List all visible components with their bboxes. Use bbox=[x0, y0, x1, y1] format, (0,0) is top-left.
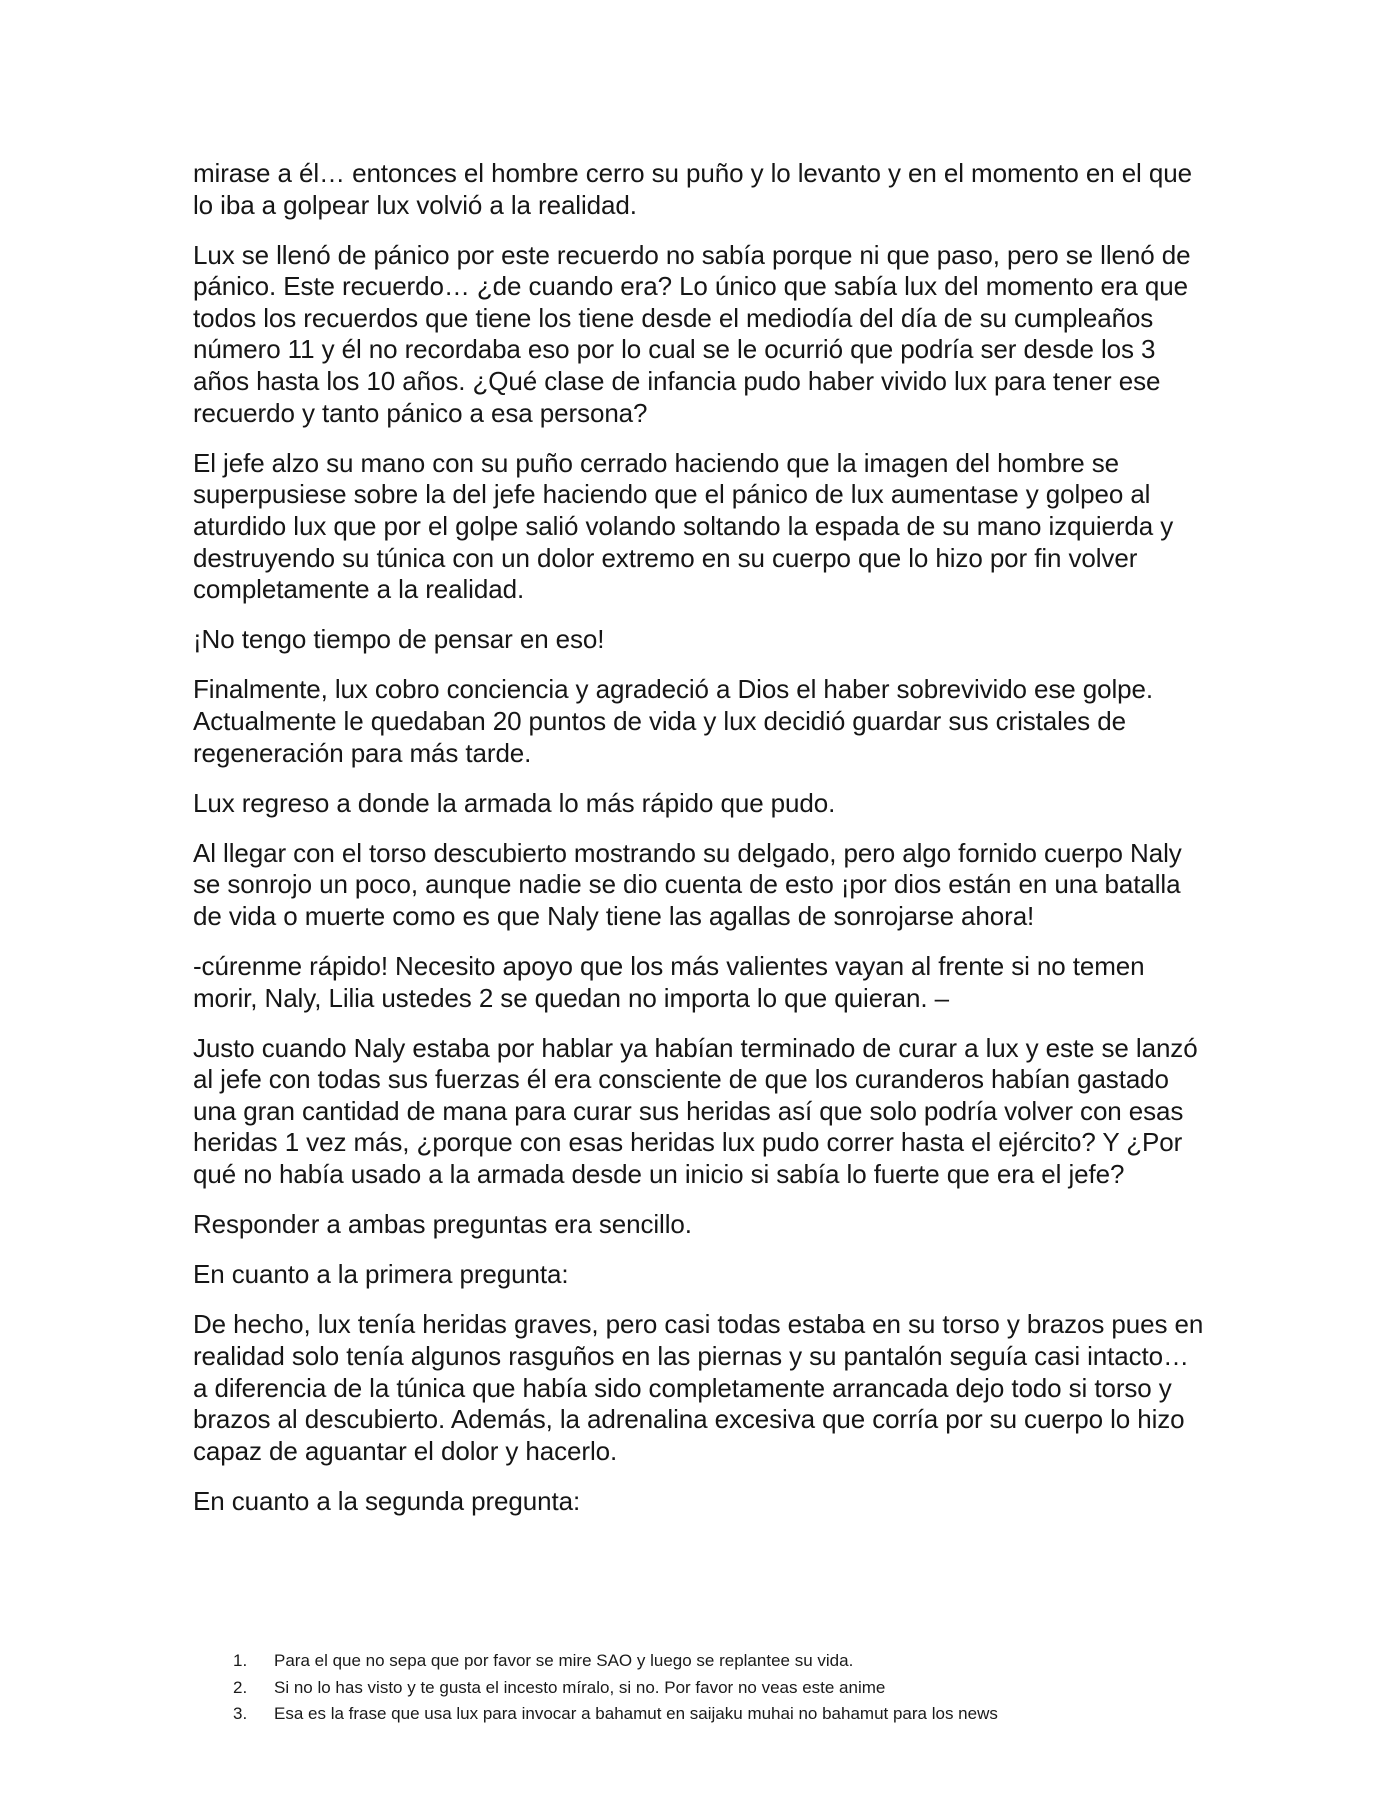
paragraph: En cuanto a la primera pregunta: bbox=[193, 1259, 569, 1290]
footnote bbox=[233, 1701, 1163, 1728]
paragraph: El jefe alzo su mano con su puño cerrado haciendo que la imagen del hombre se superpusiese sobre la del jefe haciendo que el pánico de lux aumentase y golpeo al aturdido lux que por el golpe salió volando soltando la espada de su mano izquierda y destruyendo su túnica con un dolor extremo en su cuerpo que lo hizo por fin volver completamente a la realidad. bbox=[193, 447, 1174, 605]
footnote-text: Esa es la frase que usa lux para invocar a bahamut en saijaku muhai no bahamut para los news bbox=[274, 1704, 998, 1723]
paragraph: Lux regreso a donde la armada lo más rápido que pudo. bbox=[193, 787, 836, 818]
paragraph: Lux se llenó de pánico por este recuerdo no sabía porque ni que paso, pero se llenó de pánico. Este recuerdo… ¿de cuando era? Lo único que sabía lux del momento era que todos los recuerdos que tiene los tiene desde el mediodía del día de su cumpleaños número 11 y él no recordaba eso por lo cual se le ocurrió que podría ser desde los 3 años hasta los 10 años. ¿Qué clase de infancia pudo haber vivido lux para tener ese recuerdo y tanto pánico a esa persona? bbox=[193, 239, 1191, 428]
paragraph: ¡No tengo tiempo de pensar en eso! bbox=[193, 624, 605, 655]
footnote bbox=[233, 1648, 1163, 1675]
paragraph: -cúrenme rápido! Necesito apoyo que los más valientes vayan al frente si no temen morir, Naly, Lilia ustedes 2 se quedan no importa lo que quieran. – bbox=[193, 950, 1145, 1013]
footnote-text: Si no lo has visto y te gusta el incesto míralo, si no. Por favor no veas este anime bbox=[274, 1677, 886, 1697]
paragraph: mirase a él… entonces el hombre cerro su puño y lo levanto y en el momento en el que lo iba a golpear lux volvió a la realidad. bbox=[193, 158, 1192, 220]
paragraph: De hecho, lux tenía heridas graves, pero casi todas estaba en su torso y brazos pues en realidad solo tenía algunos rasguños en las piernas y su pantalón seguía casi intacto… a diferencia de la túnica que había sido completamente arrancada dejo todo si torso y brazos al descubierto. Además, la adrenalina excesiva que corría por su cuerpo lo hizo capaz de aguantar el dolor y hacerlo. bbox=[193, 1309, 1204, 1466]
paragraph: Finalmente, lux cobro conciencia y agradeció a Dios el haber sobrevivido ese golpe. Actualmente le quedaban 20 puntos de vida y lux decidió guardar sus cristales de regeneración para más tarde. bbox=[193, 674, 1154, 768]
footnotes-list bbox=[233, 1648, 1163, 1728]
footnote-number: 1. bbox=[233, 1651, 248, 1670]
body-text bbox=[193, 158, 1208, 1536]
paragraph: Al llegar con el torso descubierto mostrando su delgado, pero algo fornido cuerpo Naly se sonrojo un poco, aunque nadie se dio cuenta de esto ¡por dios están en una batalla de vida o muerte como es que Naly tiene las agallas de sonrojarse ahora! bbox=[193, 837, 1182, 931]
footnote-number: 3. bbox=[233, 1704, 248, 1723]
footnote bbox=[233, 1675, 1163, 1702]
paragraph: En cuanto a la segunda pregunta: bbox=[193, 1485, 581, 1516]
footnote-number: 2. bbox=[233, 1677, 248, 1697]
paragraph: Justo cuando Naly estaba por hablar ya habían terminado de curar a lux y este se lanzó al jefe con todas sus fuerzas él era consciente de que los curanderos habían gastado una gran cantidad de mana para curar sus heridas así que solo podría volver con esas heridas 1 vez más, ¿porque con esas heridas lux pudo correr hasta el ejército? Y ¿Por qué no había usado a la armada desde un inicio si sabía lo fuerte que era el jefe? bbox=[193, 1032, 1198, 1190]
footnote-text: Para el que no sepa que por favor se mire SAO y luego se replantee su vida. bbox=[274, 1651, 854, 1670]
paragraph: Responder a ambas preguntas era sencillo. bbox=[193, 1209, 692, 1240]
